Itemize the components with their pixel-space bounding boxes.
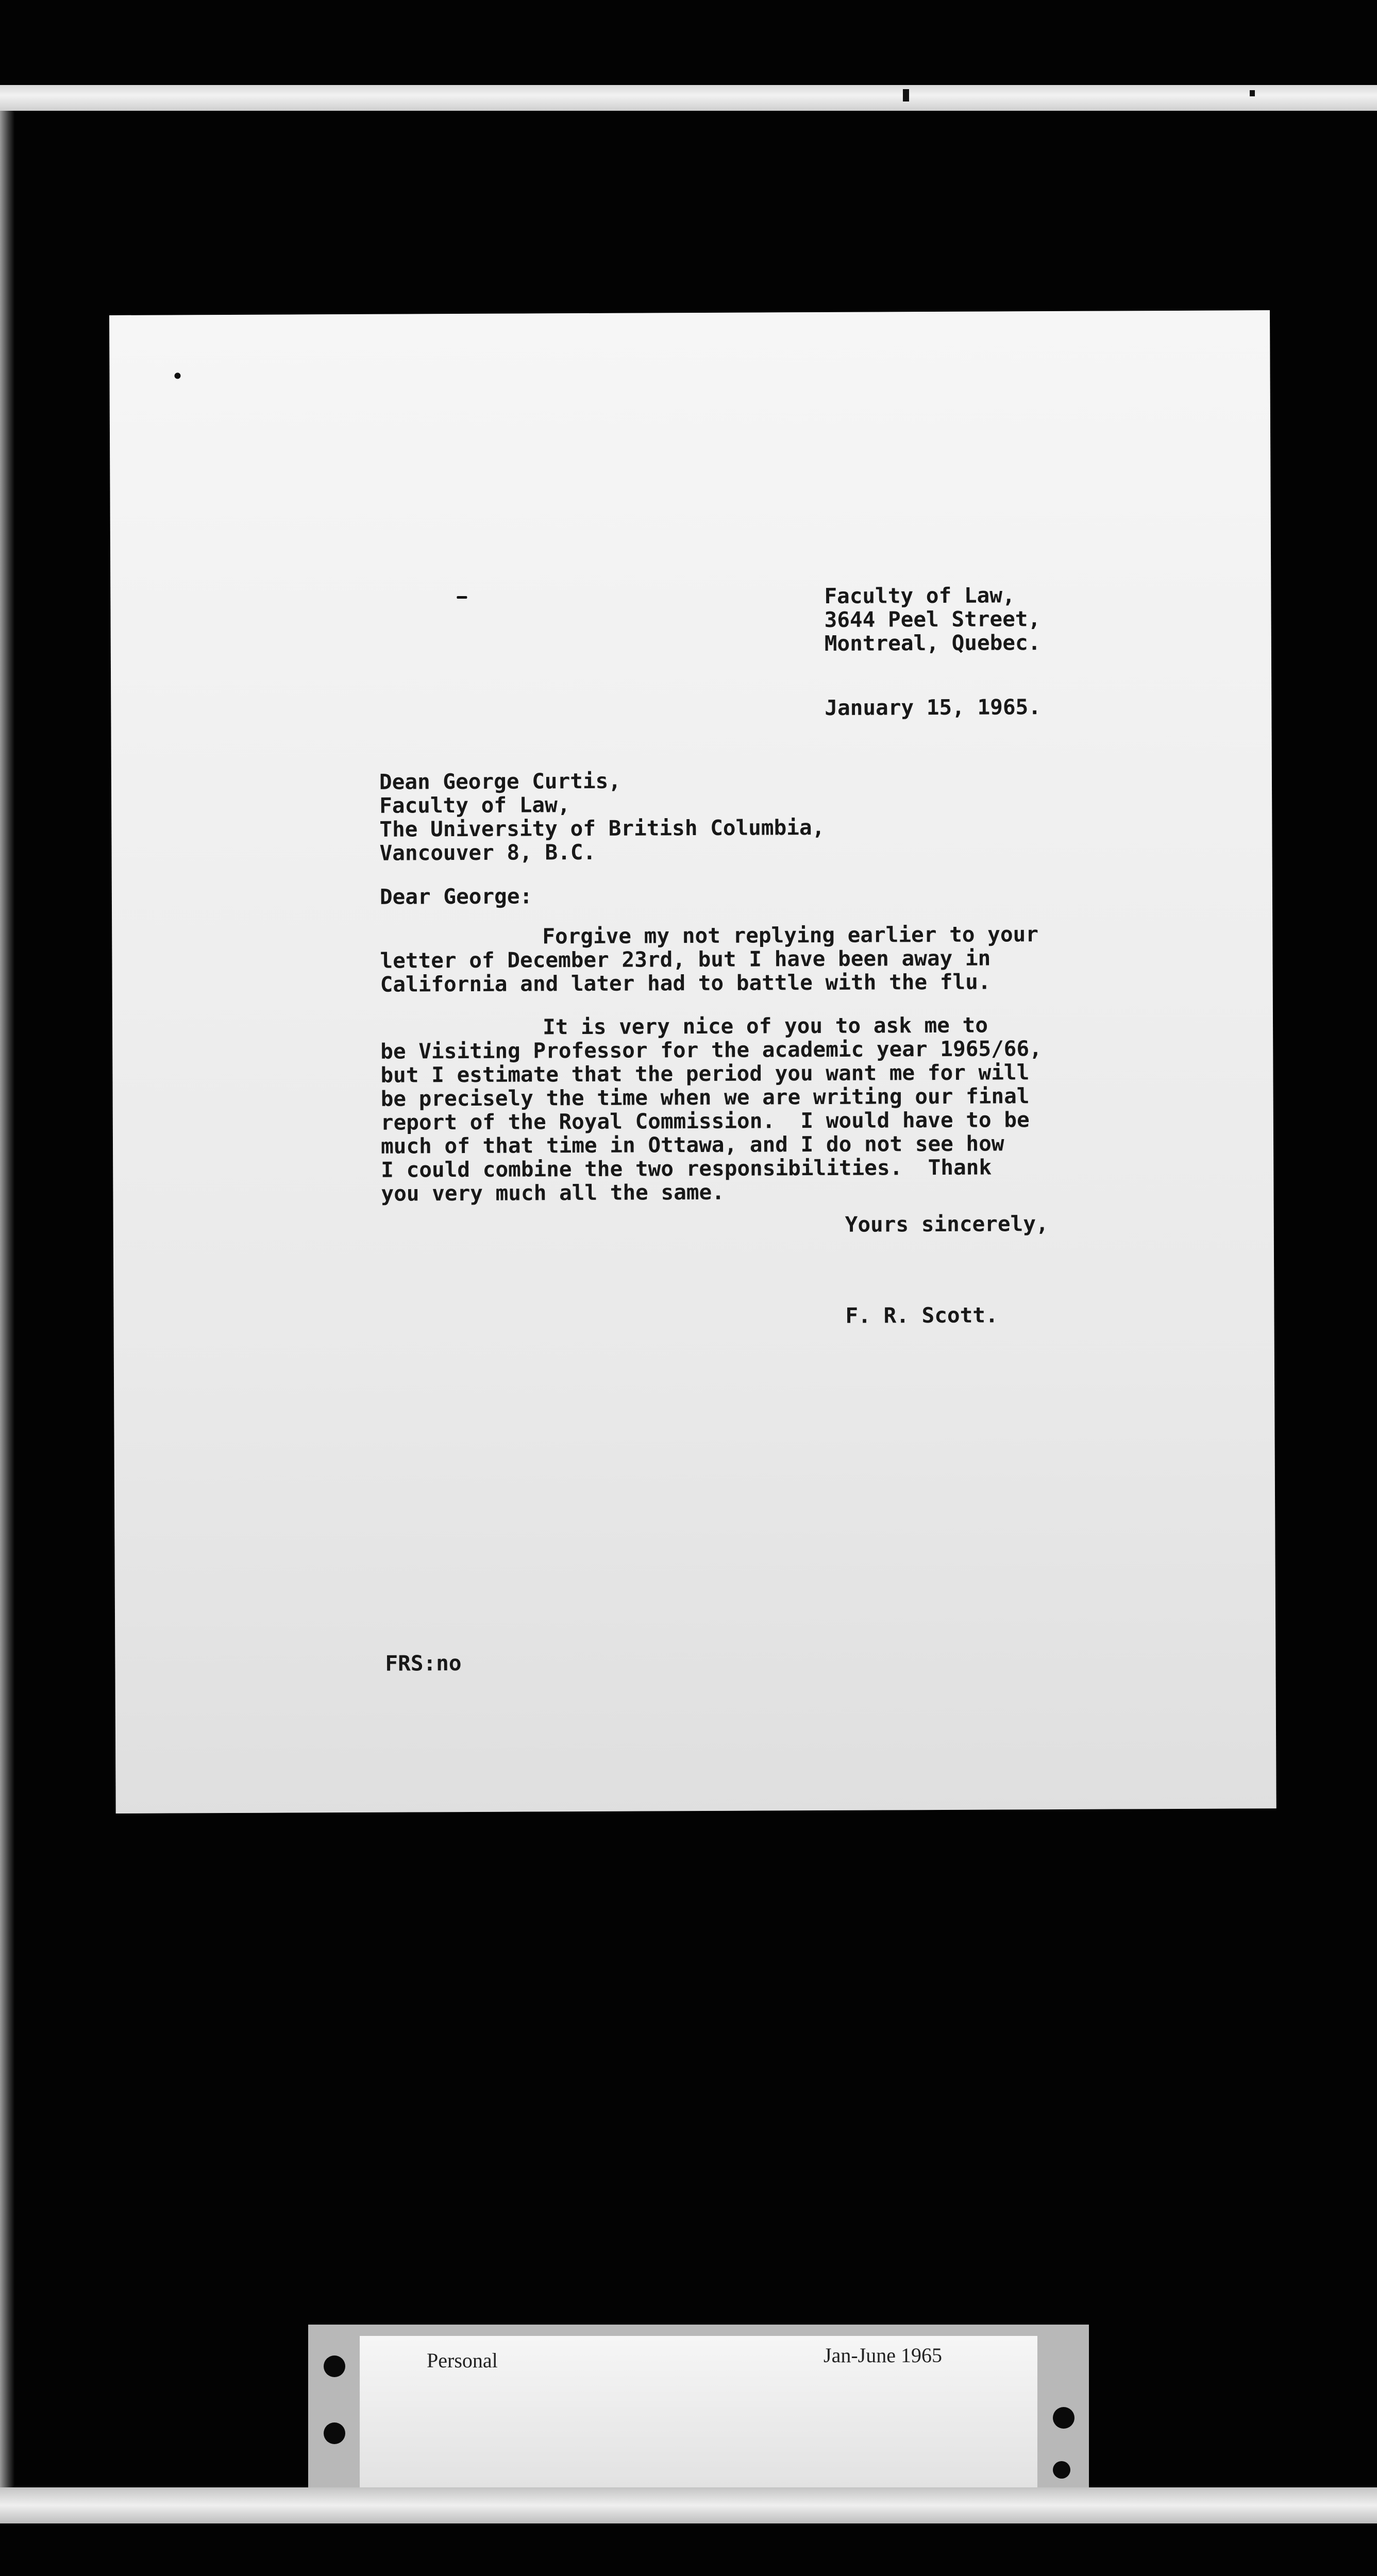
paragraph-line: be Visiting Professor for the academic year 1965/66, xyxy=(380,1036,1042,1064)
paragraph-line: Forgive my not replying earlier to your xyxy=(542,922,1039,949)
recipient-address xyxy=(379,768,825,865)
recipient-line: Dean George Curtis, xyxy=(379,768,622,794)
sender-address xyxy=(824,583,1040,655)
recipient-line: Faculty of Law, xyxy=(379,792,570,818)
paragraph-line: It is very nice of you to ask me to xyxy=(542,1012,988,1040)
paragraph-line: be precisely the time when we are writing our final xyxy=(380,1083,1030,1111)
punch-hole-icon xyxy=(1053,2461,1070,2479)
folder-period: Jan-June 1965 xyxy=(824,2344,942,2367)
paragraph-2 xyxy=(380,1013,1043,1206)
paragraph-line: but I estimate that the period you want me for will xyxy=(380,1060,1030,1088)
film-mark xyxy=(903,89,909,101)
salutation: Dear George: xyxy=(379,884,533,909)
film-mark xyxy=(1250,90,1255,96)
punch-hole-icon xyxy=(324,2355,345,2377)
paragraph-line: I could combine the two responsibilities. Thank xyxy=(381,1155,992,1182)
folder-category: Personal xyxy=(427,2349,498,2372)
address-line: Faculty of Law, xyxy=(824,583,1015,608)
paragraph-line: much of that time in Ottawa, and I do not see how xyxy=(380,1131,1004,1159)
film-top-strip xyxy=(0,85,1377,111)
paragraph-line: you very much all the same. xyxy=(381,1179,725,1206)
complimentary-close: Yours sincerely, xyxy=(845,1211,1049,1237)
reference-initials: FRS:no xyxy=(385,1651,462,1676)
punch-hole-icon xyxy=(324,2422,345,2444)
letter-body xyxy=(109,310,1277,1814)
film-left-edge xyxy=(0,111,14,2501)
paragraph-1 xyxy=(380,922,1038,996)
folder-tab-label-area xyxy=(360,2336,1037,2487)
paragraph-line: report of the Royal Commission. I would have to be xyxy=(380,1107,1030,1135)
paragraph-line: California and later had to battle with the flu. xyxy=(380,969,991,997)
address-line: 3644 Peel Street, xyxy=(824,606,1041,632)
film-bottom-strip xyxy=(0,2487,1377,2523)
folder-tab xyxy=(308,2325,1089,2487)
punch-hole-icon xyxy=(1053,2407,1074,2429)
paragraph-line: letter of December 23rd, but I have been away in xyxy=(380,945,991,973)
recipient-line: Vancouver 8, B.C. xyxy=(379,839,596,866)
address-line: Montreal, Quebec. xyxy=(824,630,1041,656)
recipient-line: The University of British Columbia, xyxy=(379,815,825,842)
letter-date: January 15, 1965. xyxy=(825,694,1042,720)
signature-name: F. R. Scott. xyxy=(845,1302,998,1328)
letter-page xyxy=(109,310,1277,1814)
